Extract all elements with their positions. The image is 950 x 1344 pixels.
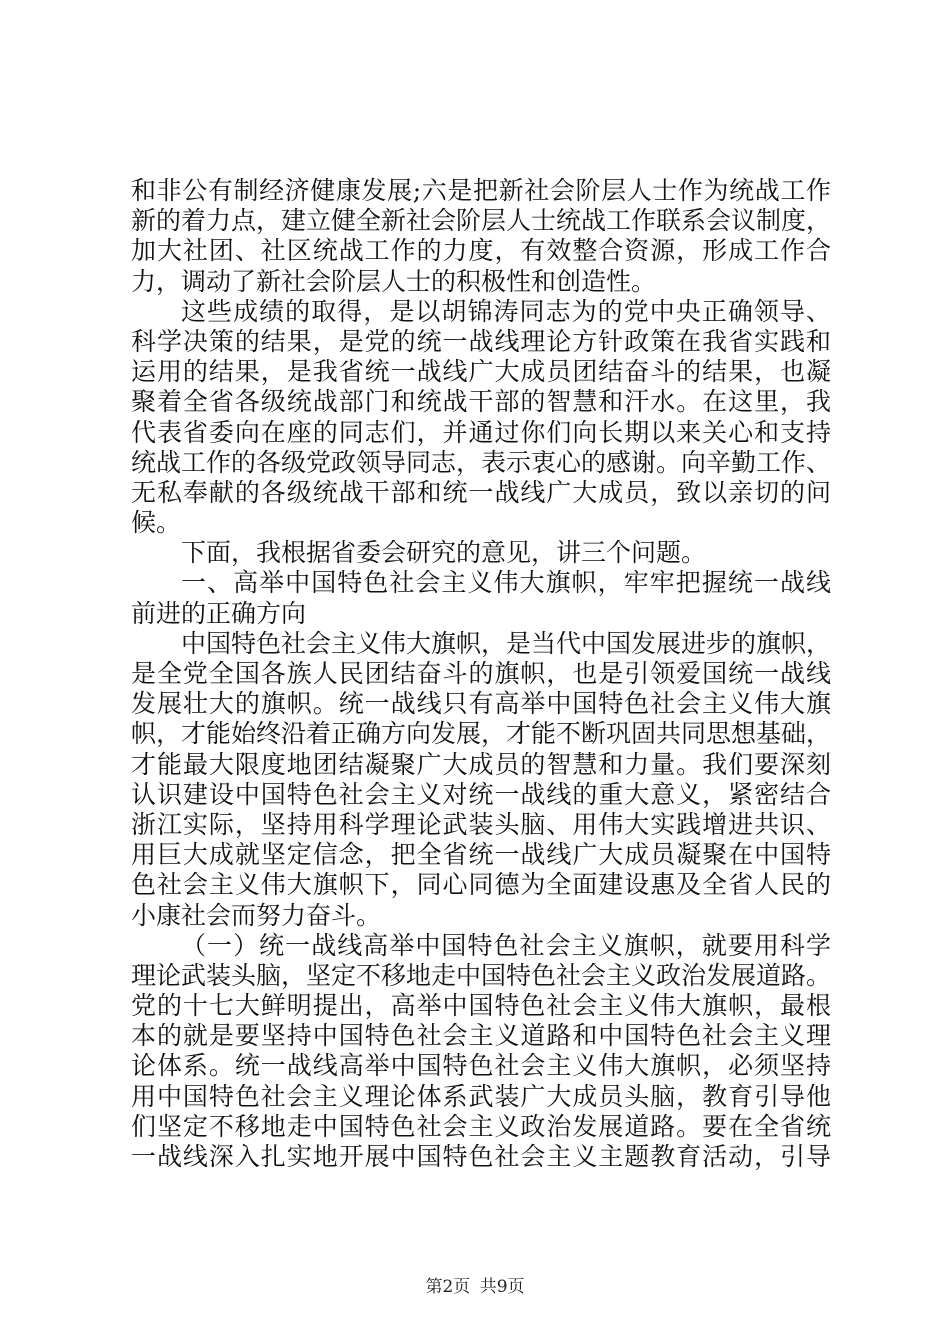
text-line: 本的就是要坚持中国特色社会主义道路和中国特色社会主义理 [131, 1021, 831, 1051]
text-line: 用中国特色社会主义理论体系武装广大成员头脑，教育引导他 [131, 1081, 831, 1111]
text-line: 加大社团、社区统战工作的力度，有效整合资源，形成工作合 [131, 236, 831, 266]
section-heading: 一、高举中国特色社会主义伟大旗帜，牢牢把握统一战线 [181, 568, 831, 598]
text-line: 发展壮大的旗帜。统一战线只有高举中国特色社会主义伟大旗 [131, 689, 831, 719]
text-line: 这些成绩的取得，是以胡锦涛同志为的党中央正确领导、 [181, 296, 831, 326]
text-line: 是全党全国各族人民团结奋斗的旗帜，也是引领爱国统一战线 [131, 659, 831, 688]
text-line: 代表省委向在座的同志们，并通过你们向长期以来关心和支持 [131, 417, 831, 447]
text-line: （一）统一战线高举中国特色社会主义旗帜，就要用科学 [181, 930, 831, 960]
text-line: 运用的结果，是我省统一战线广大成员团结奋斗的结果，也凝 [131, 357, 831, 387]
section-heading: 前进的正确方向 [131, 598, 307, 628]
text-line: 理论武装头脑，坚定不移地走中国特色社会主义政治发展道路。 [131, 960, 832, 990]
text-line: 小康社会而努力奋斗。 [131, 900, 382, 930]
text-line: 和非公有制经济健康发展;六是把新社会阶层人士作为统战工作 [131, 176, 831, 205]
text-line: 聚着全省各级统战部门和统战干部的智慧和汗水。在这里，我 [131, 387, 831, 417]
page-total: 共9页 [479, 1277, 525, 1297]
text-line: 用巨大成就坚定信念，把全省统一战线广大成员凝聚在中国特 [131, 840, 831, 870]
text-line: 科学决策的结果，是党的统一战线理论方针政策在我省实践和 [131, 326, 831, 356]
text-line: 一战线深入扎实地开展中国特色社会主义主题教育活动，引导 [131, 1142, 831, 1171]
text-line: 候。 [131, 508, 182, 538]
text-line: 认识建设中国特色社会主义对统一战线的重大意义，紧密结合 [131, 779, 831, 809]
text-line: 下面，我根据省委会研究的意见，讲三个问题。 [181, 538, 707, 568]
text-line: 论体系。统一战线高举中国特色社会主义伟大旗帜，必须坚持 [131, 1051, 831, 1081]
page-footer [0, 1272, 950, 1297]
text-line: 色社会主义伟大旗帜下，同心同德为全面建设惠及全省人民的 [131, 870, 831, 900]
text-line: 们坚定不移地走中国特色社会主义政治发展道路。要在全省统 [131, 1111, 831, 1141]
text-line: 新的着力点，建立健全新社会阶层人士统战工作联系会议制度， [131, 206, 832, 236]
text-line: 党的十七大鲜明提出，高举中国特色社会主义伟大旗帜，最根 [131, 991, 831, 1021]
text-line: 才能最大限度地团结凝聚广大成员的智慧和力量。我们要深刻 [131, 749, 831, 779]
text-line: 统战工作的各级党政领导同志，表示衷心的感谢。向辛勤工作、 [131, 447, 832, 477]
text-line: 无私奉献的各级统战干部和统一战线广大成员，致以亲切的问 [131, 477, 831, 507]
text-line: 浙江实际，坚持用科学理论武装头脑、用伟大实践增进共识、 [131, 809, 831, 839]
text-line: 帜，才能始终沿着正确方向发展，才能不断巩固共同思想基础， [131, 719, 832, 749]
page-number: 第2页 [425, 1277, 471, 1297]
text-line: 中国特色社会主义伟大旗帜，是当代中国发展进步的旗帜， [181, 628, 832, 658]
document-body [131, 176, 831, 1172]
text-line: 力，调动了新社会阶层人士的积极性和创造性。 [131, 266, 657, 296]
